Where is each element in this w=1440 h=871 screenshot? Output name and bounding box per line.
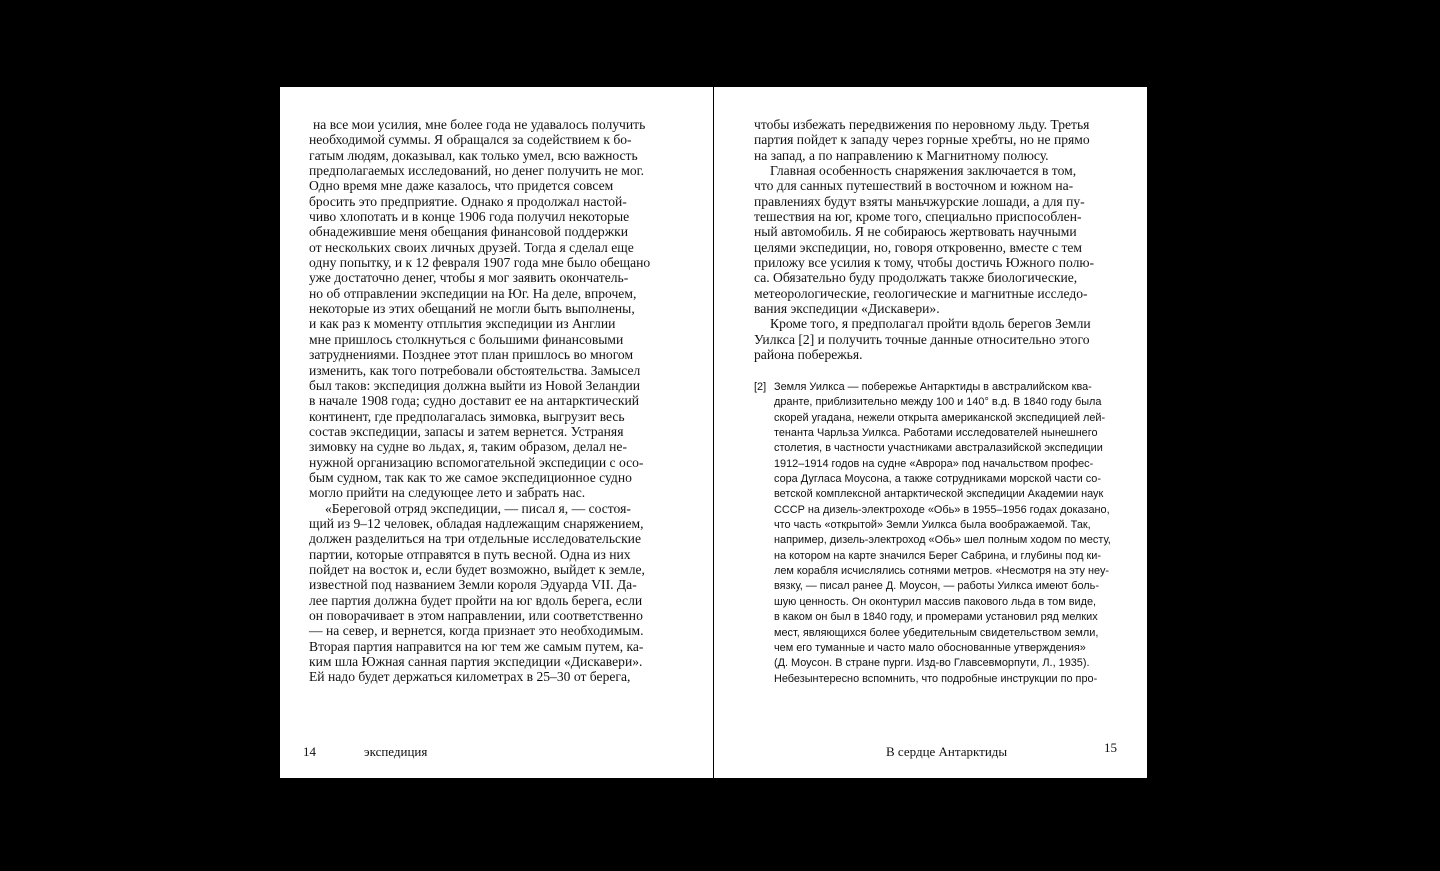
text-line: Вторая партия направится на юг тем же самым путем, ка- [309,638,644,654]
footnote-line: что часть «открытой» Земли Уилкса была воображаемой. Так, [774,519,1091,532]
text-line: целями экспедиции, но, говоря откровенно, вместе с тем [754,239,1083,255]
text-line: пойдет на восток и, если будет возможно, выйдет к земле, [309,561,645,577]
footnote-line: сора Дугласа Моусона, а также сотрудниками морской части со- [774,473,1101,486]
text-line: могло прийти на следующее лето и забрать нас. [309,485,586,501]
text-line: чтобы избежать передвижения по неровному льду. Третья [754,117,1090,132]
right-page-text [754,117,1134,363]
footnote-line: столетия, в частности участниками австралазийской экспедиции [774,442,1103,455]
page-number-left: 14 [303,744,316,759]
footnote-line: лем корабля исчислялись сотнями метров. «Несмотря на эту неу- [774,565,1110,578]
footnote-line: СССР на дизель-электроходе «Обь» в 1955–1956 годах доказано, [774,503,1110,516]
footnote-line: (Д. Моусон. В стране пурги. Изд-во Главсевморпути, Л., 1935). [774,657,1090,670]
right-page [714,87,1147,778]
text-line: партия пойдет к западу через горные хребты, но не прямо [754,132,1090,148]
text-line: он поворачивает в этом направлении, или соответственно [309,608,643,623]
footnote-line: шую ценность. Он оконтурил массив пакового льда в том виде, [774,595,1097,608]
left-page-text [309,117,709,685]
text-line: на запад, а по направлению к Магнитному полюсу. [754,147,1049,163]
footnote-text [774,380,1136,687]
left-page [280,87,713,778]
footnote-line: 1912–1914 годов на судне «Аврора» под начальством профес- [774,457,1094,470]
text-line: щий из 9–12 человек, обладая надлежащим снаряжением, [309,515,644,531]
text-line: на все мои усилия, мне более года не удавалось получить [313,117,646,132]
text-line: нужной организацию вспомогательной экспедиции с осо- [309,454,644,470]
text-line: вания экспедиции «Дискавери». [754,301,940,317]
text-line: бым судном, так как то же самое экспедиционное судно [309,469,632,485]
text-line: мне пришлось столкнуться с большими финансовыми [309,331,624,347]
text-line: лее партия должна будет пройти на юг вдоль берега, если [309,592,643,608]
text-line: района побережья. [754,347,863,363]
footnote-line: вязку, — писал ранее Д. Моусон, — работы Уилкса имеют боль- [774,580,1099,593]
footnote-line: мест, являющихся более убедительным свидетельством земли, [774,626,1099,639]
text-line: необходимой суммы. Я обращался за содействием к бо- [309,132,632,148]
text-line: известной под названием Земли короля Эдуарда VII. Да- [309,577,637,593]
footnote-line: Земля Уилкса — побережье Антарктиды в австралийском ква- [774,381,1092,393]
text-line: изменить, как того потребовали обстоятельства. Замысел [309,362,641,378]
text-line: Уилкса [2] и получить точные данные относительно этого [754,331,1090,347]
text-line: метеорологические, геологические и магнитные исследо- [754,285,1088,301]
footnote-line: чем его туманные и часто мало обоснованные утверждения» [774,641,1086,654]
text-line: затруднениями. Позднее этот план пришлось во многом [309,347,634,363]
text-line: уже достаточно денег, чтобы я мог заявить окончатель- [309,270,629,286]
text-line: обнадежившие меня обещания финансовой поддержки [309,224,628,240]
text-line: должен разделиться на три отдельные исследовательские [309,531,641,547]
footnote-line: дранте, приблизительно между 100 и 140° в.д. В 1840 году была [774,396,1102,409]
footnote-line: тенанта Чарльза Уилкса. Работами исследователей нынешнего [774,427,1098,440]
footnote-line: Небезынтересно вспомнить, что подробные инструкции по про- [774,672,1098,685]
text-line: предполагаемых исследований, но денег получить не мог. [309,163,645,179]
text-line: одну попытку, и к 12 февраля 1907 года мне было обещано [309,255,651,271]
text-line: бросить это предприятие. Однако я продолжал настой- [309,193,627,209]
footnote-line: в каком он был в 1840 году, и промерами установил ряд мелких [774,611,1098,624]
text-line: Главная особенность снаряжения заключается в том, [770,163,1077,179]
text-line: в начале 1908 года; судно доставит ее на антарктический [309,393,640,409]
footnote-line: на котором на карте значился Берег Сабрина, и глубины под ки- [774,549,1101,562]
page-number-right: 15 [1104,740,1117,755]
footnote-line: ветской комплексной антарктической экспедиции Академии наук [774,488,1104,501]
book-spread [280,87,1147,778]
footnote-marker: [2] [754,381,767,393]
text-line: некоторые из этих обещаний не могли быть выполнены, [309,301,635,317]
text-line: чиво хлопотать и в конце 1906 года получил некоторые [309,209,630,225]
footnote-line: например, дизель-электроход «Обь» шел полным ходом по месту, [774,534,1111,547]
text-line: но об отправлении экспедиции на Юг. На деле, впрочем, [309,285,637,301]
text-line: Кроме того, я предполагал пройти вдоль берегов Земли [770,316,1091,332]
text-line: «Береговой отряд экспедиции, — писал я, — состоя- [325,500,631,516]
text-line: ким шла Южная санная партия экспедиции «Дискавери». [309,654,643,670]
text-line: был таков: экспедиция должна выйти из Новой Зеландии [309,377,641,393]
running-head-right: В сердце Антарктиды [886,744,1008,759]
text-line: от нескольких своих личных друзей. Тогда я сделал еще [309,239,634,255]
text-line: состав экспедиции, запасы и затем вернется. Устраняя [309,423,624,439]
text-line: — на север, и вернется, когда признает это необходимым. [309,623,644,639]
text-line: са. Обязательно буду продолжать также биологические, [754,270,1078,286]
footnote-line: скорей угадана, нежели открыта американской экспедицией лей- [774,411,1106,424]
text-line: и как раз к моменту отплытия экспедиции из Англии [309,316,616,332]
text-line: правлениях будут взяты маньчжурские лошади, а для пу- [754,193,1085,209]
text-line: континент, где предполагалась зимовка, выгрузит весь [309,408,625,424]
text-line: приложу все усилия к тому, чтобы достичь Южного полю- [754,255,1095,271]
text-line: Одно время мне даже казалось, что придется совсем [309,178,614,194]
text-line: Ей надо будет держаться километрах в 25–30 от берега, [309,669,631,685]
text-line: зимовку на судне во льдах, я, таким образом, делал не- [309,439,627,455]
running-head-left: экспедиция [364,744,428,759]
text-line: гатым людям, доказывал, как только умел, всю важность [309,147,638,163]
text-line: тешествия на юг, кроме того, специально приспособлен- [754,209,1082,225]
text-line: партии, которые отправятся в путь весной. Одна из них [309,546,631,562]
text-line: что для санных путешествий в восточном и южном на- [754,178,1074,194]
text-line: ный автомобиль. Я не собираюсь жертвовать научными [754,224,1077,240]
